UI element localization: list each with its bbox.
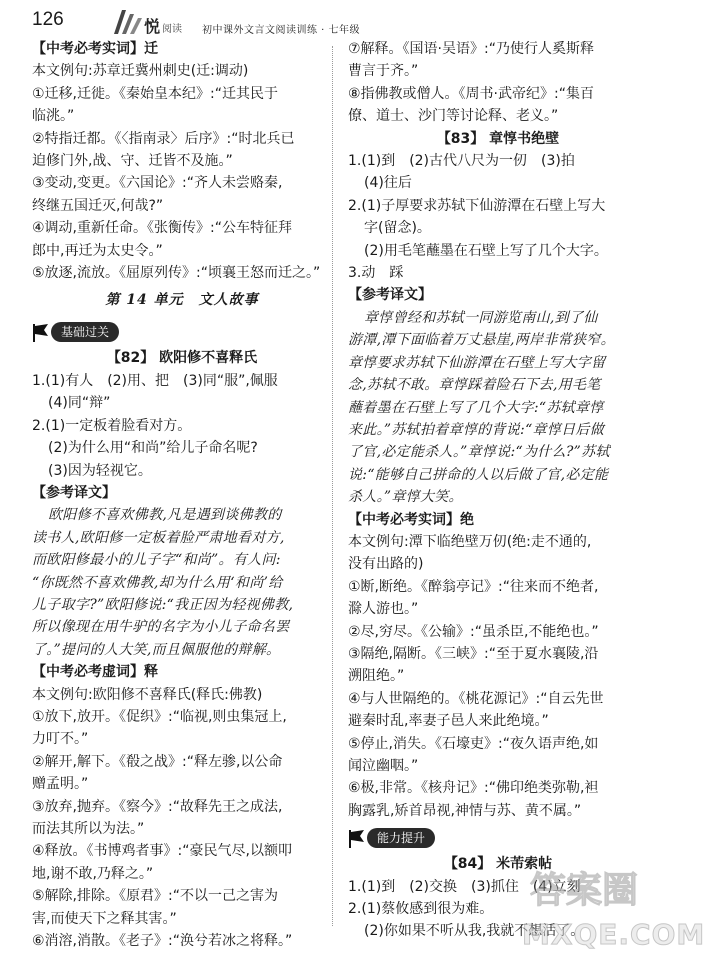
- text-line: 临洮。”: [32, 108, 75, 125]
- book-title: 初中课外文言文阅读训练 · 七年级: [202, 25, 361, 36]
- vocab-heading-qian: 【中考必考实词】迁: [32, 41, 158, 57]
- text-line: 郎中,再迁为太史令。”: [32, 242, 163, 259]
- answer-line: (2)你如果不听从我,我就不想活了。: [364, 923, 585, 940]
- text-line: ③隔绝,隔断。《三峡》:“至于夏水襄陵,沿: [348, 645, 599, 662]
- question-title-84: 【84】 米芾索帖: [443, 856, 553, 873]
- translation-line: 章惇要求苏轼下仙游潭在石壁上写大字留: [348, 354, 606, 371]
- text-line: ②尽,穷尽。《公输》:“虽杀臣,不能绝也。”: [348, 623, 599, 640]
- text-line: ④调动,重新任命。《张衡传》:“公车特征拜: [32, 220, 292, 237]
- text-line: 而法其所以为法。”: [32, 821, 145, 837]
- translation-line: 读书人,欧阳修一定板着脸严肃地看对方,: [32, 529, 285, 546]
- answer-line: 1.(1)到 (2)交换 (3)抓住 (4)立刻: [348, 878, 581, 895]
- text-line: 害,而使天下之释其害。”: [32, 910, 177, 927]
- question-title-83: 【83】 章惇书绝壁: [436, 130, 560, 147]
- answer-line: 1.(1)有人 (2)用、把 (3)同“服”,佩服: [32, 372, 278, 389]
- translation-line: 念,苏轼不敢。章惇踩着险石下去,用毛笔: [348, 377, 601, 394]
- translation-line: 而欧阳修最小的儿子字“和尚”。有人问:: [32, 552, 281, 569]
- vocab-heading-shi: 【中考必考虚词】释: [32, 664, 158, 681]
- text-line: ①放下,放开。《促织》:“临视,则虫集冠上,: [32, 708, 287, 725]
- answer-line: (2)为什么用“和尚”给儿子命名呢?: [48, 440, 258, 457]
- text-line: 曹言于齐。”: [348, 63, 419, 80]
- translation-line: 说:“能够自己拼命的人以后做了官,必定能: [348, 466, 609, 483]
- section-badge-basic: [32, 319, 332, 345]
- question-title-82: 【82】 欧阳修不喜释氏: [106, 350, 258, 367]
- text-line: 本文例句:欧阳修不喜释氏(释氏:佛教): [32, 686, 263, 703]
- text-line: ⑥消溶,消散。《老子》:“涣兮若冰之将释。”: [32, 933, 293, 950]
- text-line: ⑥极,非常。《核舟记》:“佛印绝类弥勒,袒: [348, 780, 599, 797]
- text-line: ③变动,变更。《六国论》:“齐人未尝赂秦,: [32, 175, 283, 192]
- vocab-heading-jue: 【中考必考实词】绝: [348, 511, 474, 528]
- translation-heading: 【参考译文】: [348, 287, 432, 304]
- translation-line: 欧阳修不喜欢佛教,凡是遇到谈佛教的: [48, 507, 282, 524]
- answer-line: 字(留念)。: [364, 220, 431, 237]
- text-line: ②特指迁都。《〈指南录〉后序》:“时北兵已: [32, 130, 295, 147]
- text-line: 本文例句:苏章迁冀州刺史(迁:调动): [32, 63, 249, 80]
- translation-line: 了。”提问的人大笑,而且佩服他的辩解。: [32, 641, 281, 658]
- answer-line: 2.(1)一定板着脸看对方。: [32, 417, 192, 434]
- text-line: 没有出路的): [348, 556, 424, 573]
- text-line: ⑤停止,消失。《石壕吏》:“夜久语声绝,如: [348, 735, 599, 752]
- translation-line: 章惇曾经和苏轼一同游览南山,到了仙: [364, 309, 598, 326]
- answer-line: 1.(1)到 (2)古代八尺为一仞 (3)拍: [348, 153, 575, 170]
- text-line: 溯阻绝。”: [348, 668, 405, 685]
- translation-line: 了官,必定能杀人。”章惇说:“为什么?”苏轼: [348, 444, 610, 461]
- page-number: 126: [32, 9, 64, 30]
- translation-line: “你既然不喜欢佛教,却为什么用‘和尚’给: [32, 574, 283, 591]
- answer-line: (4)往后: [364, 175, 412, 192]
- text-line: 赠孟明。”: [32, 776, 89, 793]
- flag-icon: [32, 322, 50, 342]
- left-column: [32, 38, 332, 952]
- text-line: ③放弃,抛弃。《察今》:“故释先王之成法,: [32, 798, 283, 815]
- section-badge-ability: [348, 825, 648, 851]
- answer-line: 3.动 踩: [348, 265, 404, 282]
- badge-label: 能力提升: [367, 828, 435, 848]
- watermark: [522, 858, 705, 959]
- translation-line: 游潭,潭下面临着万丈悬崖,两岸非常狭窄。: [348, 332, 615, 349]
- answer-line: (4)同“辩”: [48, 395, 111, 412]
- text-line: 终继五国迁灭,何哉?”: [32, 197, 164, 214]
- translation-line: 儿子取字?”欧阳修说:“我正因为轻视佛教,: [32, 596, 294, 613]
- text-line: ①迁移,迁徙。《秦始皇本纪》:“迁其民于: [32, 85, 278, 102]
- text-line: ④释放。《书博鸡者事》:“豪民气尽,以额叩: [32, 843, 292, 860]
- watermark-line1: 答案圈: [530, 870, 639, 911]
- text-line: 本文例句:潭下临绝壁万仞(绝:走不通的,: [348, 533, 592, 550]
- text-line: 滁人游也。”: [348, 601, 419, 618]
- text-line: ⑤放逐,流放。《屈原列传》:“顷襄王怒而迁之。”: [32, 265, 321, 282]
- answer-line: 2.(1)蔡攸感到很为难。: [348, 901, 494, 918]
- text-line: 闻泣幽咽。”: [348, 758, 419, 774]
- translation-line: 杀人。”章惇大笑。: [348, 489, 463, 506]
- svg-text:阅读: 阅读: [162, 24, 182, 35]
- text-line: 迫修门外,战、守、迁皆不及施。”: [32, 153, 233, 170]
- text-line: ⑦解释。《国语·吴语》:“乃使行人奚斯释: [348, 41, 594, 57]
- unit-title: 第 14 单元 文人故事: [105, 292, 259, 309]
- column-divider: [332, 46, 333, 926]
- badge-label: 基础过关: [51, 322, 119, 342]
- text-line: ①断,断绝。《醉翁亭记》:“往来而不绝者,: [348, 578, 599, 595]
- answer-line: (3)因为轻视它。: [48, 462, 152, 479]
- text-line: 地,谢不敢,乃释之。”: [32, 865, 154, 882]
- text-line: ⑤解除,排除。《原君》:“不以一己之害为: [32, 888, 278, 905]
- text-line: ④与人世隔绝的。《桃花源记》:“自云先世: [348, 690, 604, 707]
- text-line: 胸露乳,矫首昂视,神情与苏、黄不属。”: [348, 802, 582, 819]
- brand-logo-icon: [110, 4, 180, 40]
- text-line: 避秦时乱,率妻子邑人来此绝境。”: [348, 713, 549, 730]
- right-column: [348, 38, 648, 943]
- translation-line: 所以像现在用牛驴的名字为小儿子命名罢: [32, 619, 290, 636]
- answer-line: (2)用毛笔蘸墨在石壁上写了几个大字。: [364, 242, 608, 259]
- text-line: ⑧指佛教或僧人。《周书·武帝纪》:“集百: [348, 85, 594, 102]
- translation-line: 来此。”苏轼拍着章惇的背说:“章惇日后做: [348, 421, 605, 438]
- answer-line: 2.(1)子厚要求苏轼下仙游潭在石壁上写大: [348, 197, 606, 214]
- translation-heading: 【参考译文】: [32, 484, 116, 501]
- watermark-line2: MXQE.COM: [522, 918, 705, 951]
- text-line: 力叮不。”: [32, 731, 89, 748]
- text-line: 僚、道士、沙门等讨论释、老义。”: [348, 108, 559, 125]
- text-line: ②解开,解下。《殽之战》:“释左骖,以公命: [32, 753, 283, 770]
- flag-icon: [348, 828, 366, 848]
- translation-line: 蘸着墨在石壁上写了几个大字:“苏轼章惇: [348, 399, 604, 416]
- svg-text:悦: 悦: [144, 17, 161, 36]
